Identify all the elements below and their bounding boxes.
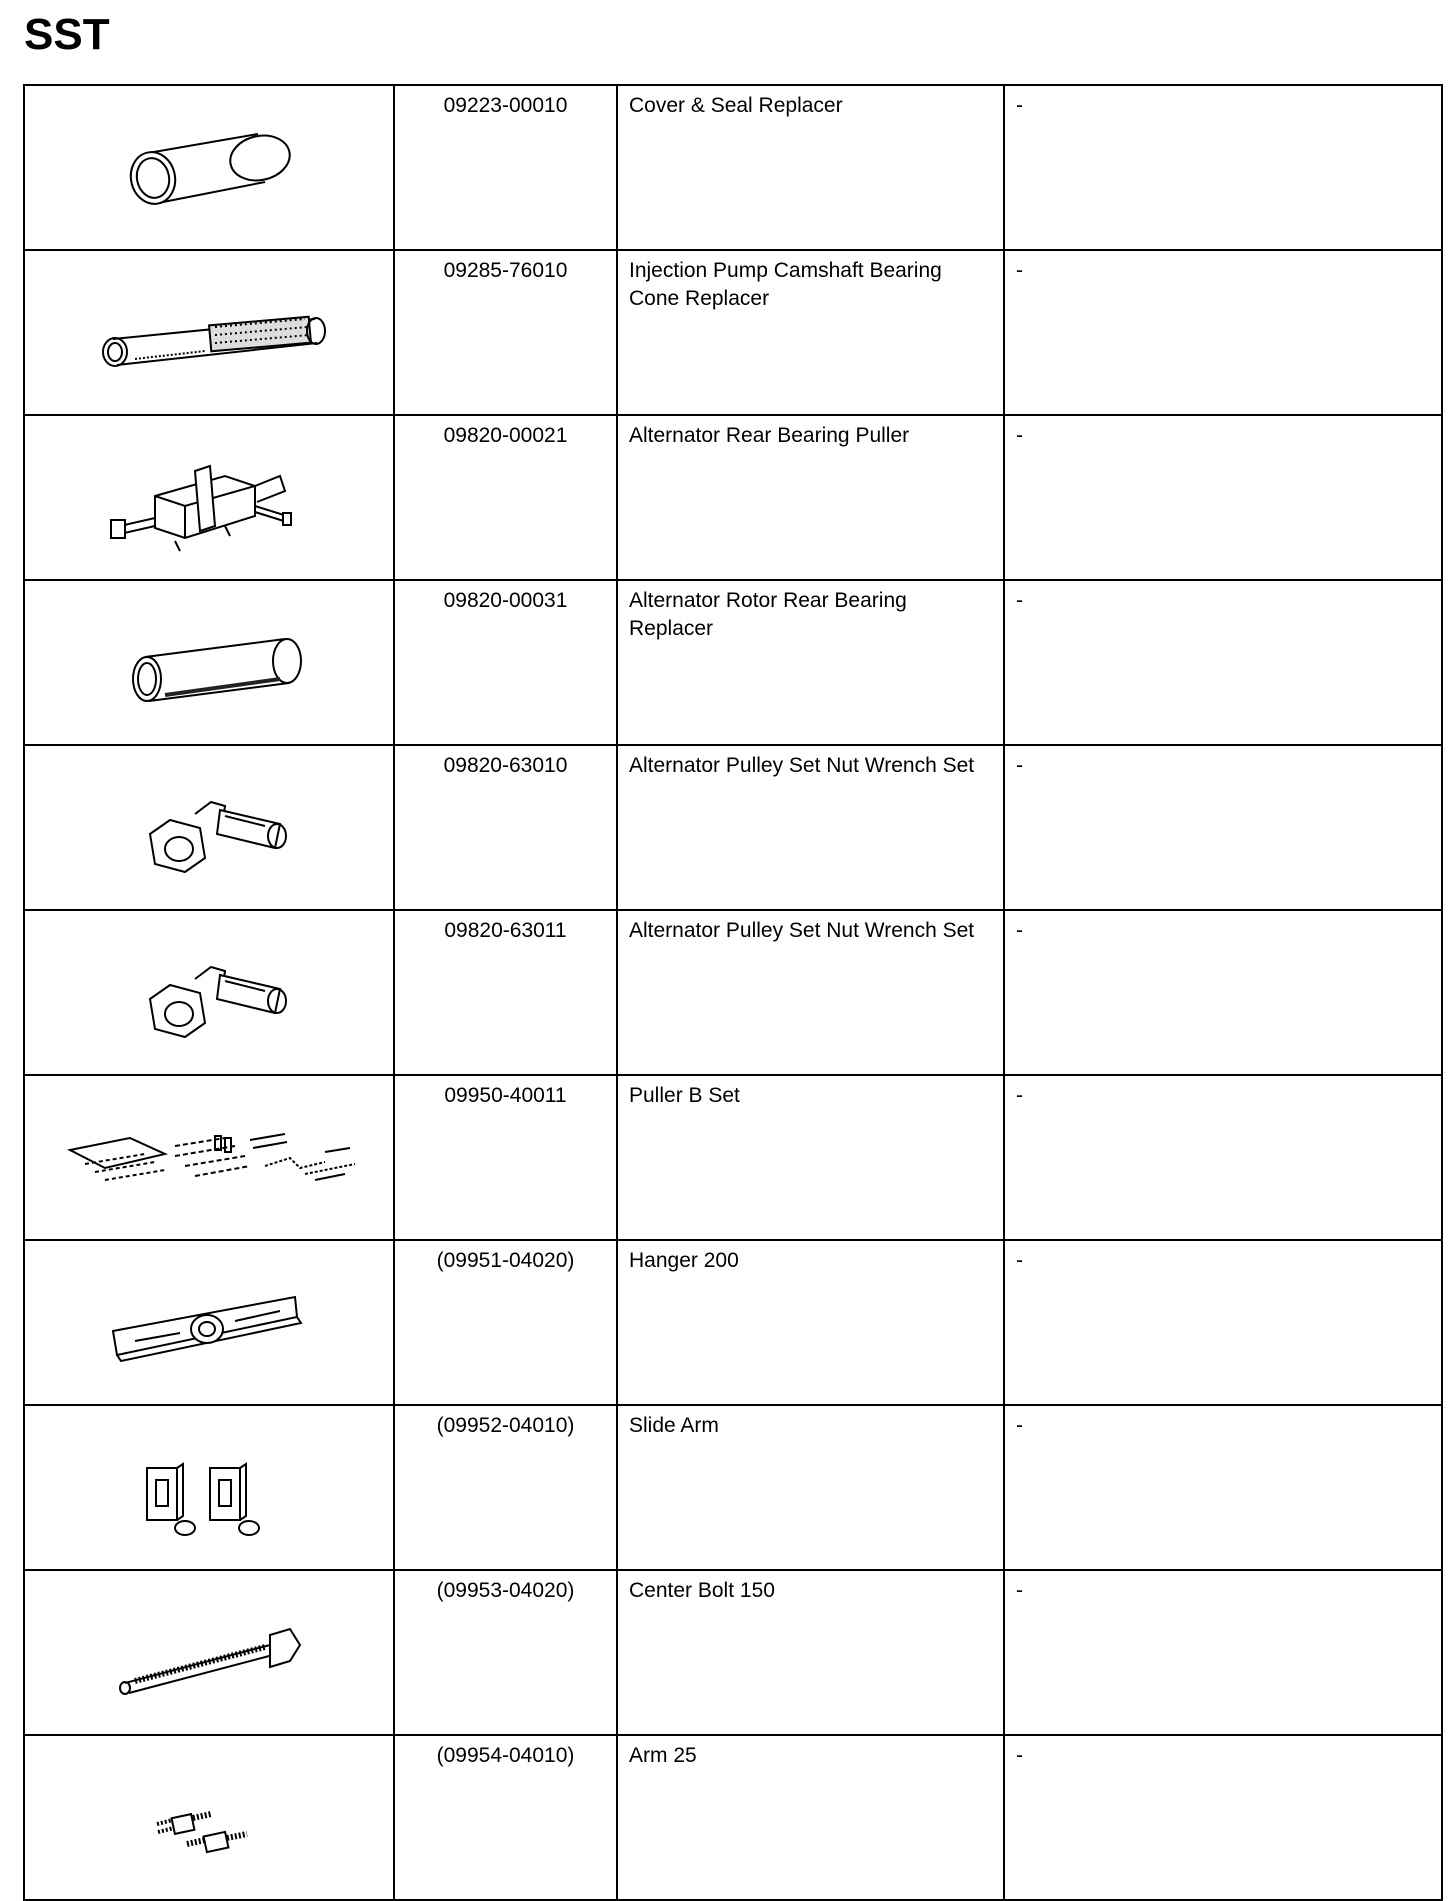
- part-number: 09950-40011: [394, 1075, 617, 1240]
- puller-kit-icon: [25, 1076, 395, 1233]
- table-row: [24, 580, 1442, 745]
- table-row: [24, 85, 1442, 250]
- sst-table: [23, 84, 1443, 1901]
- tool-image-cell: [24, 745, 394, 910]
- tool-name: Center Bolt 150: [617, 1570, 1004, 1735]
- tool-name: Arm 25: [617, 1735, 1004, 1900]
- tool-remark: -: [1004, 745, 1442, 910]
- tool-name: Puller B Set: [617, 1075, 1004, 1240]
- tool-remark: -: [1004, 250, 1442, 415]
- table-row: [24, 1735, 1442, 1900]
- hanger-bar-icon: [25, 1241, 395, 1398]
- part-number: 09820-00031: [394, 580, 617, 745]
- tool-name: Alternator Pulley Set Nut Wrench Set: [617, 910, 1004, 1075]
- center-bolt-icon: [25, 1571, 395, 1728]
- tool-remark: -: [1004, 415, 1442, 580]
- tool-image-cell: [24, 85, 394, 250]
- tool-remark: -: [1004, 580, 1442, 745]
- part-number: (09954-04010): [394, 1735, 617, 1900]
- table-row: [24, 250, 1442, 415]
- cylinder-sleeve-icon: [25, 86, 395, 243]
- tool-name: Alternator Pulley Set Nut Wrench Set: [617, 745, 1004, 910]
- tool-remark: -: [1004, 85, 1442, 250]
- tool-image-cell: [24, 250, 394, 415]
- part-number: 09285-76010: [394, 250, 617, 415]
- tool-image-cell: [24, 1075, 394, 1240]
- part-number: 09820-00021: [394, 415, 617, 580]
- socket-wrench-set-icon: [25, 911, 395, 1068]
- part-number: 09820-63011: [394, 910, 617, 1075]
- tool-image-cell: [24, 910, 394, 1075]
- tool-image-cell: [24, 415, 394, 580]
- tube-replacer-icon: [25, 581, 395, 738]
- tool-image-cell: [24, 1240, 394, 1405]
- tool-name: Alternator Rotor Rear Bearing Replacer: [617, 580, 1004, 745]
- table-row: [24, 1405, 1442, 1570]
- tool-remark: -: [1004, 910, 1442, 1075]
- slide-arm-icon: [25, 1406, 395, 1563]
- socket-wrench-set-icon: [25, 746, 395, 903]
- table-row: [24, 415, 1442, 580]
- arm-pins-icon: [25, 1736, 395, 1893]
- tool-remark: -: [1004, 1075, 1442, 1240]
- part-number: 09820-63010: [394, 745, 617, 910]
- page-title: SST: [24, 10, 110, 59]
- tool-image-cell: [24, 1570, 394, 1735]
- bearing-puller-icon: [25, 416, 395, 573]
- table-row: [24, 910, 1442, 1075]
- part-number: 09223-00010: [394, 85, 617, 250]
- knurled-tube-icon: [25, 251, 395, 408]
- tool-image-cell: [24, 580, 394, 745]
- tool-name: Hanger 200: [617, 1240, 1004, 1405]
- tool-name: Alternator Rear Bearing Puller: [617, 415, 1004, 580]
- part-number: (09951-04020): [394, 1240, 617, 1405]
- tool-name: Cover & Seal Replacer: [617, 85, 1004, 250]
- tool-image-cell: [24, 1405, 394, 1570]
- tool-remark: -: [1004, 1405, 1442, 1570]
- tool-remark: -: [1004, 1570, 1442, 1735]
- tool-remark: -: [1004, 1735, 1442, 1900]
- tool-name: Slide Arm: [617, 1405, 1004, 1570]
- table-row: [24, 1240, 1442, 1405]
- table-row: [24, 1075, 1442, 1240]
- tool-name: Injection Pump Camshaft Bearing Cone Replacer: [617, 250, 1004, 415]
- table-row: [24, 745, 1442, 910]
- part-number: (09952-04010): [394, 1405, 617, 1570]
- tool-image-cell: [24, 1735, 394, 1900]
- table-row: [24, 1570, 1442, 1735]
- tool-remark: -: [1004, 1240, 1442, 1405]
- part-number: (09953-04020): [394, 1570, 617, 1735]
